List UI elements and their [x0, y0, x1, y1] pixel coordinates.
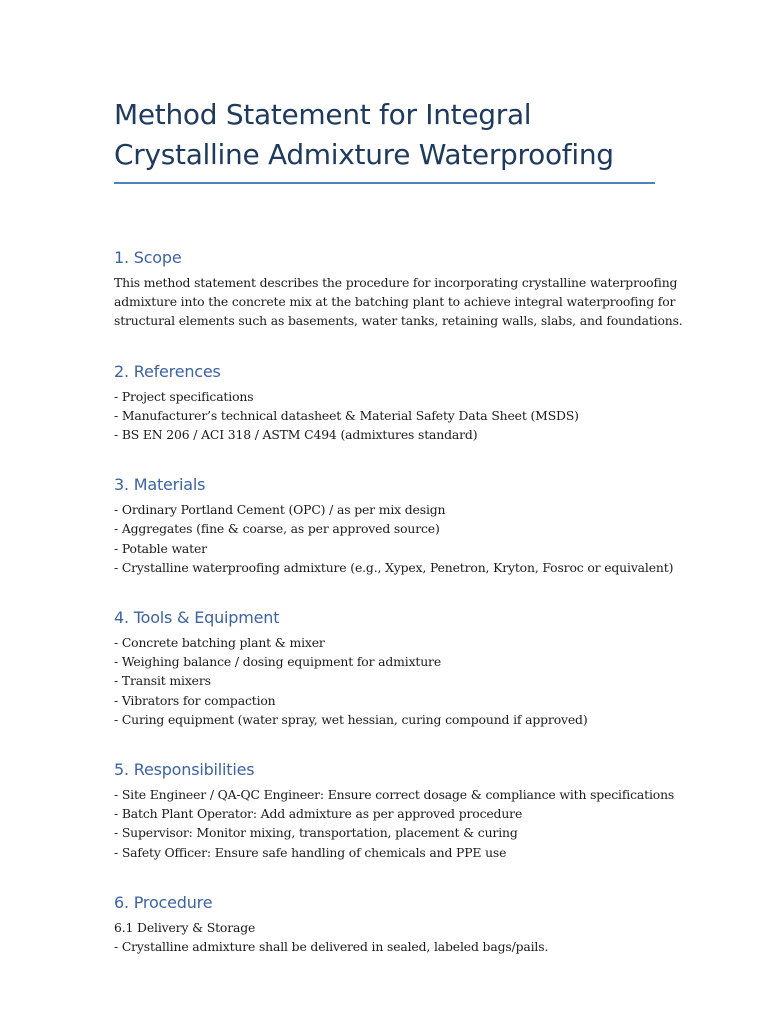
list-item: - Project specifications [114, 388, 254, 404]
paragraph-line: admixture into the concrete mix at the batching plant to achieve integral waterproofing for [114, 294, 676, 310]
section-heading: 5. Responsibilities [114, 760, 255, 780]
section-materials [114, 475, 674, 577]
subsection-title: 6.1 Delivery & Storage [114, 919, 256, 935]
section-responsibilities [114, 760, 675, 862]
document-page [114, 95, 683, 956]
list-item: - Curing equipment (water spray, wet hessian, curing compound if approved) [114, 711, 588, 727]
section-procedure [114, 893, 655, 956]
section-heading: 2. References [114, 361, 221, 381]
list-item: - Site Engineer / QA-QC Engineer: Ensure correct dosage & compliance with specifications [114, 787, 675, 803]
document-title [114, 95, 655, 175]
list-item: - Supervisor: Monitor mixing, transportation, placement & curing [114, 825, 518, 841]
list-item: - Potable water [114, 540, 207, 556]
list-item: - Batch Plant Operator: Add admixture as per approved procedure [114, 806, 523, 822]
list-item: - Vibrators for compaction [114, 692, 276, 708]
list-item: - Safety Officer: Ensure safe handling of chemicals and PPE use [114, 844, 507, 860]
title-line-1: Method Statement for Integral [114, 98, 532, 131]
section-references [114, 362, 655, 445]
paragraph-line: This method statement describes the procedure for incorporating crystalline waterproofing [114, 275, 678, 290]
section-heading: 6. Procedure [114, 892, 213, 912]
list-item: - Weighing balance / dosing equipment for admixture [114, 654, 442, 670]
list-item: - Concrete batching plant & mixer [114, 635, 325, 651]
scope-paragraph [114, 273, 683, 331]
list-item: - BS EN 206 / ACI 318 / ASTM C494 (admixtures standard) [114, 427, 478, 443]
list-item: - Aggregates (fine & coarse, as per approved source) [114, 521, 440, 537]
section-heading: 3. Materials [114, 475, 206, 495]
list-item: - Ordinary Portland Cement (OPC) / as per mix design [114, 502, 446, 518]
paragraph-line: structural elements such as basements, water tanks, retaining walls, slabs, and foundations. [114, 313, 683, 329]
section-heading: 1. Scope [114, 248, 182, 267]
list-item: - Crystalline admixture shall be delivered in sealed, labeled bags/pails. [114, 939, 549, 955]
list-item: - Crystalline waterproofing admixture (e.g., Xypex, Penetron, Kryton, Fosroc or equivalent) [114, 559, 674, 575]
section-tools-equipment [114, 608, 655, 729]
section-scope [114, 248, 683, 331]
title-line-2: Crystalline Admixture Waterproofing [114, 138, 614, 171]
list-item: - Transit mixers [114, 673, 211, 689]
list-item: - Manufacturer’s technical datasheet & Material Safety Data Sheet (MSDS) [114, 407, 579, 423]
section-heading: 4. Tools & Equipment [114, 608, 280, 628]
